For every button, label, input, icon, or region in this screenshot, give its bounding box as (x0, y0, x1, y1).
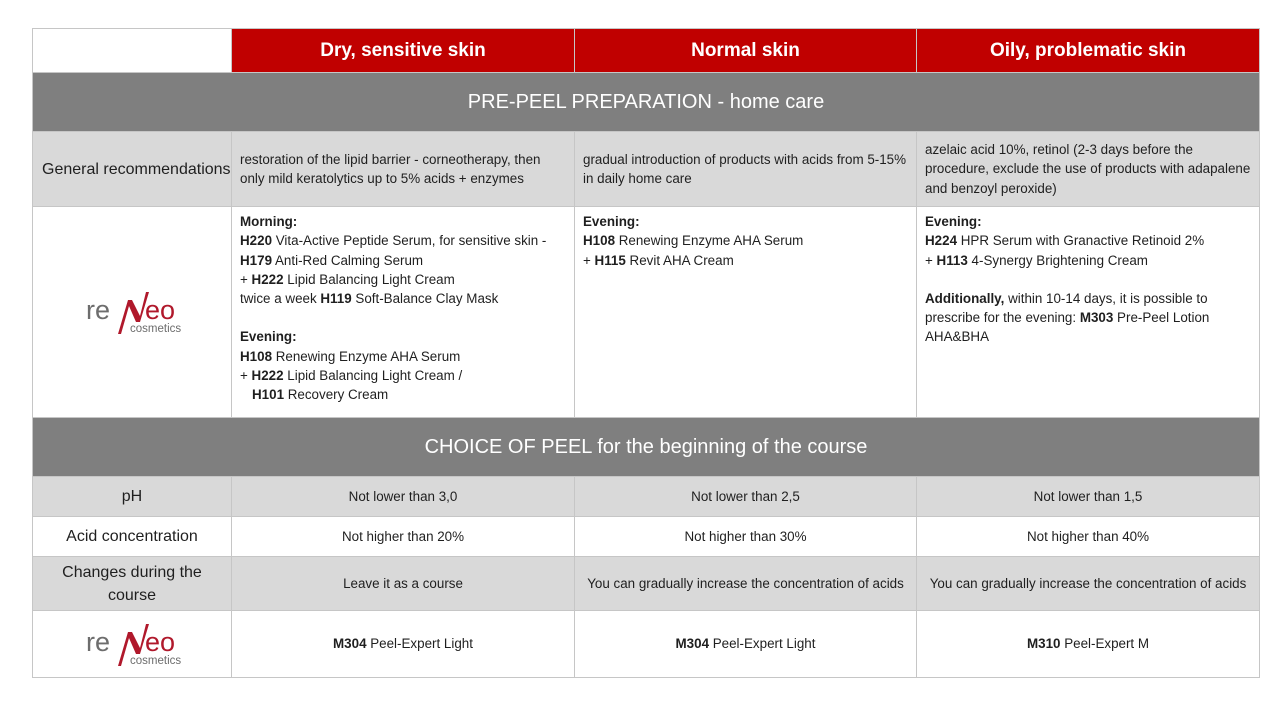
product-line: H108 Renewing Enzyme AHA Serum (240, 348, 461, 364)
section-title-peel-choice: CHOICE OF PEEL for the beginning of the course (33, 418, 1260, 477)
product-line: H224 HPR Serum with Granactive Retinoid 2% (925, 233, 1205, 249)
changes-normal: You can gradually increase the concentration of acids (575, 557, 917, 611)
general-dry: restoration of the lipid barrier - corneotherapy, then only mild keratolytics up to 5% acids + enzymes (232, 132, 575, 207)
products-normal (575, 207, 917, 418)
evening-label: Evening: (583, 214, 640, 229)
changes-label: Changes during the course (33, 557, 232, 611)
reneo-logo (33, 618, 231, 670)
peel-product-row (33, 611, 1260, 678)
product-line: + H113 4-Synergy Brightening Cream (925, 252, 1148, 268)
acid-concentration-label: Acid concentration (33, 517, 232, 557)
section-header-peel-choice (33, 418, 1260, 477)
logo-text-cosmetics: cosmetics (130, 323, 182, 335)
peel-protocol-table (32, 28, 1260, 678)
reneo-logo-mark (82, 618, 182, 670)
logo-text-re: re (86, 627, 111, 657)
product-line: H220 Vita-Active Peptide Serum, for sensitive skin - H179 Anti-Red Calming Serum (240, 233, 547, 268)
reneo-logo-mark (82, 286, 182, 338)
general-recommendations-label: General recommendations (33, 132, 232, 207)
product-line: twice a week H119 Soft-Balance Clay Mask (240, 291, 499, 307)
products-dry (232, 207, 575, 418)
acid-oily: Not higher than 40% (917, 517, 1260, 557)
evening-label: Evening: (925, 214, 982, 229)
evening-label: Evening: (240, 329, 297, 345)
general-recommendations-row (33, 132, 1260, 207)
logo-text-eo: eo (145, 295, 176, 325)
acid-normal: Not higher than 30% (575, 517, 917, 557)
section-title-prepeel: PRE-PEEL PREPARATION - home care (33, 73, 1260, 132)
morning-label: Morning: (240, 214, 298, 229)
changes-row (33, 557, 1260, 611)
section-header-prepeel (33, 73, 1260, 132)
logo-text-cosmetics: cosmetics (130, 655, 182, 667)
header-oily-skin: Oily, problematic skin (917, 29, 1260, 73)
header-row (33, 29, 1260, 73)
product-line: + H115 Revit AHA Cream (583, 252, 734, 268)
logo-text-re: re (86, 295, 111, 325)
product-line: H108 Renewing Enzyme AHA Serum (583, 233, 804, 249)
acid-dry: Not higher than 20% (232, 517, 575, 557)
changes-dry: Leave it as a course (232, 557, 575, 611)
peel-dry: M304 Peel-Expert Light (232, 611, 575, 678)
peel-oily: M310 Peel-Expert M (917, 611, 1260, 678)
product-line: + H222 Lipid Balancing Light Cream (240, 271, 455, 287)
logo-text-eo: eo (145, 627, 176, 657)
peel-normal: M304 Peel-Expert Light (575, 611, 917, 678)
home-care-products-row (33, 207, 1260, 418)
general-oily: azelaic acid 10%, retinol (2-3 days before the procedure, exclude the use of products with adapalene and benzoyl peroxide) (917, 132, 1260, 207)
reneo-logo (33, 286, 231, 338)
changes-oily: You can gradually increase the concentration of acids (917, 557, 1260, 611)
ph-label: pH (33, 477, 232, 517)
additional-note: Additionally, within 10-14 days, it is possible to prescribe for the evening: M303 Pre-Peel Lotion AHA&BHA (925, 290, 1210, 345)
acid-concentration-row (33, 517, 1260, 557)
logo-cell-bottom (33, 611, 232, 678)
product-line: + H222 Lipid Balancing Light Cream / (240, 368, 463, 384)
ph-normal: Not lower than 2,5 (575, 477, 917, 517)
ph-row (33, 477, 1260, 517)
product-line: H101 Recovery Cream (252, 387, 389, 403)
header-corner-cell (33, 29, 232, 73)
ph-oily: Not lower than 1,5 (917, 477, 1260, 517)
general-normal: gradual introduction of products with acids from 5-15% in daily home care (575, 132, 917, 207)
header-normal-skin: Normal skin (575, 29, 917, 73)
header-dry-skin: Dry, sensitive skin (232, 29, 575, 73)
logo-cell (33, 207, 232, 418)
ph-dry: Not lower than 3,0 (232, 477, 575, 517)
products-oily (917, 207, 1260, 418)
